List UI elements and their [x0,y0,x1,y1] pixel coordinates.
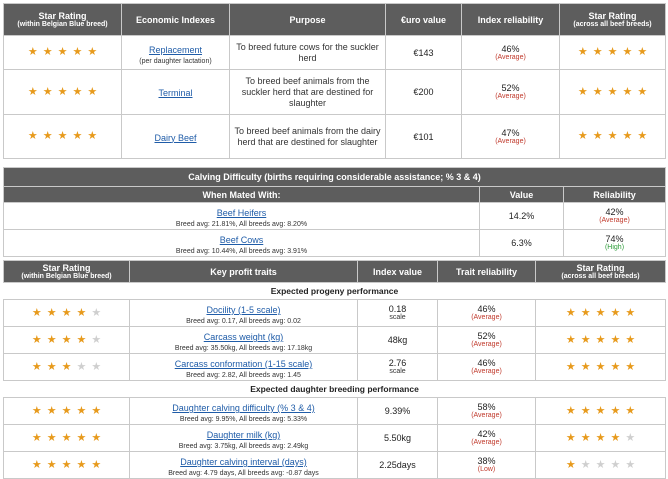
unit-text: scale [389,314,406,321]
header-key-profit-traits: Key profit traits [130,261,358,283]
table-row [4,327,666,354]
reliability-cell: 42% (Average) [564,203,666,230]
star-empty-icon: ★ [91,333,102,346]
trait-link-carcass-weight-kg[interactable]: Carcass weight (kg) [203,332,284,342]
star-icon: ★ [595,306,606,319]
economic-indexes-table [3,3,666,159]
reliability-cell: 52% (Average) [438,327,536,354]
stars [536,335,665,346]
star-icon: ★ [565,306,576,319]
index-value-cell: 0.18 scale [358,300,438,327]
star-rating-left [4,36,122,70]
star-icon: ★ [565,360,576,373]
star-icon: ★ [565,333,576,346]
star-icon: ★ [580,360,591,373]
index-value-cell: 5.50kg [358,425,438,452]
star-rating-left [4,70,122,115]
star-icon: ★ [87,85,98,98]
star-rating-left [4,300,130,327]
trait-link-docility-1-5-scale[interactable]: Docility (1-5 scale) [206,305,281,315]
table-row [4,398,666,425]
euro-value: €143 [386,36,462,70]
value-cell: 14.2% [480,203,564,230]
stars [536,362,665,373]
star-icon: ★ [46,404,57,417]
star-icon: ★ [46,360,57,373]
trait-link-beef-heifers[interactable]: Beef Heifers [216,208,267,218]
table-row [4,70,666,115]
index-value-cell: 48kg [358,327,438,354]
star-icon: ★ [42,130,53,142]
avg-text: Breed avg: 10.44%, All breeds avg: 3.91% [175,248,308,255]
reliability-cell: 58% (Average) [438,398,536,425]
index-link-replacement[interactable]: Replacement [148,44,203,55]
star-icon: ★ [27,46,38,58]
index-link-dairy-beef[interactable]: Dairy Beef [154,132,197,143]
stars [4,47,121,58]
stars [536,460,665,471]
star-icon: ★ [625,333,636,346]
star-icon: ★ [91,431,102,444]
star-icon: ★ [61,306,72,319]
star-rating-left [4,327,130,354]
star-rating-right [536,327,666,354]
star-icon: ★ [76,306,87,319]
index-link-terminal[interactable]: Terminal [158,88,193,98]
stars [536,308,665,319]
avg-text: Breed avg: 2.82, All breeds avg: 1.45 [186,372,301,379]
star-icon: ★ [57,130,68,142]
star-icon: ★ [61,458,72,471]
avg-text: Breed avg: 35.50kg, All breeds avg: 17.18kg [174,345,313,352]
star-icon: ★ [76,431,87,444]
header-star-rating-left: Star Rating (within Belgian Blue breed) [4,261,130,283]
star-icon: ★ [61,404,72,417]
header-value: Value [480,187,564,203]
star-icon: ★ [91,458,102,471]
header-reliability: Reliability [564,187,666,203]
star-icon: ★ [592,46,603,58]
star-icon: ★ [625,404,636,417]
star-icon: ★ [46,458,57,471]
stars [4,335,129,346]
stars [560,131,665,142]
value-cell: 6.3% [480,230,564,257]
star-icon: ★ [580,306,591,319]
star-icon: ★ [76,333,87,346]
header-euro-value: €uro value [386,4,462,36]
header-economic-indexes: Economic Indexes [122,4,230,36]
avg-text: Breed avg: 9.95%, All breeds avg: 5.33% [179,416,308,423]
star-icon: ★ [61,431,72,444]
daughter-section-title: Expected daughter breeding performance [4,381,666,398]
calving-header-row [4,187,666,203]
star-icon: ★ [622,130,633,142]
reliability-cell: 74% (High) [564,230,666,257]
star-icon: ★ [595,333,606,346]
star-empty-icon: ★ [625,431,636,444]
star-icon: ★ [607,85,618,98]
star-rating-right [536,300,666,327]
star-icon: ★ [580,404,591,417]
trait-link-daughter-milk-kg[interactable]: Daughter milk (kg) [206,430,281,440]
star-icon: ★ [577,130,588,142]
star-icon: ★ [31,333,42,346]
star-rating-right [536,354,666,381]
star-icon: ★ [580,431,591,444]
table-row [4,354,666,381]
economic-indexes-block [3,3,665,159]
stars [4,87,121,98]
star-icon: ★ [61,333,72,346]
trait-link-daughter-calving-difficulty-3-4[interactable]: Daughter calving difficulty (% 3 & 4) [172,403,315,413]
stars [4,362,129,373]
star-icon: ★ [31,404,42,417]
profit-traits-table [3,260,666,479]
reliability-cell: 46% (Average) [462,36,560,70]
star-icon: ★ [91,404,102,417]
star-icon: ★ [622,85,633,98]
star-icon: ★ [72,85,83,98]
star-icon: ★ [31,306,42,319]
star-rating-right [536,425,666,452]
header-index-reliability: Index reliability [462,4,560,36]
reliability-cell: 42% (Average) [438,425,536,452]
avg-text: Breed avg: 3.75kg, All breeds avg: 2.49kg [178,443,309,450]
economic-header-row [4,4,666,36]
star-icon: ★ [565,458,576,471]
star-rating-right [560,115,666,159]
star-icon: ★ [42,46,53,58]
progeny-section-title: Expected progeny performance [4,283,666,300]
star-icon: ★ [610,306,621,319]
header-star-rating-right: Star Rating (across all beef breeds) [560,4,666,36]
star-icon: ★ [72,130,83,142]
star-rating-right [560,70,666,115]
table-row [4,452,666,479]
star-icon: ★ [87,46,98,58]
index-value-cell: 2.76 scale [358,354,438,381]
stars [536,433,665,444]
euro-value: €101 [386,115,462,159]
star-icon: ★ [637,46,648,58]
table-row [4,425,666,452]
reliability-cell: 47% (Average) [462,115,560,159]
star-icon: ★ [595,360,606,373]
star-rating-right [560,36,666,70]
star-icon: ★ [31,431,42,444]
star-icon: ★ [610,333,621,346]
star-icon: ★ [595,431,606,444]
star-icon: ★ [46,306,57,319]
star-icon: ★ [565,431,576,444]
star-icon: ★ [607,130,618,142]
header-index-value: Index value [358,261,438,283]
star-rating-left [4,452,130,479]
purpose-text: To breed beef animals from the dairy herd that are destined for slaughter [230,115,386,159]
avg-text: Breed avg: 4.79 days, All breeds avg: -0.87 days [168,470,319,477]
profit-traits-block [3,260,665,479]
stars [536,406,665,417]
purpose-text: To breed future cows for the suckler herd [230,36,386,70]
star-icon: ★ [580,333,591,346]
star-icon: ★ [625,360,636,373]
star-rating-left [4,354,130,381]
reliability-cell: 46% (Average) [438,354,536,381]
star-empty-icon: ★ [610,458,621,471]
star-empty-icon: ★ [580,458,591,471]
star-icon: ★ [610,404,621,417]
star-empty-icon: ★ [76,360,87,373]
stars [4,406,129,417]
star-icon: ★ [46,431,57,444]
profit-header-row [4,261,666,283]
header-when-mated: When Mated With: [4,187,480,203]
star-icon: ★ [577,46,588,58]
star-icon: ★ [592,130,603,142]
header-star-rating-left: Star Rating (within Belgian Blue breed) [4,4,122,36]
star-icon: ★ [46,333,57,346]
calving-difficulty-block [3,167,665,257]
star-icon: ★ [76,458,87,471]
avg-text: Breed avg: 0.17, All breeds avg: 0.02 [186,318,301,325]
index-sub-label: (per daughter lactation) [139,57,212,65]
star-empty-icon: ★ [595,458,606,471]
star-icon: ★ [31,360,42,373]
star-rating-left [4,398,130,425]
star-icon: ★ [577,85,588,98]
trait-link-daughter-calving-interval-days[interactable]: Daughter calving interval (days) [180,457,307,467]
star-icon: ★ [61,360,72,373]
star-icon: ★ [27,130,38,142]
header-purpose: Purpose [230,4,386,36]
index-value-cell: 9.39% [358,398,438,425]
stars [4,131,121,142]
table-row [4,36,666,70]
star-icon: ★ [637,130,648,142]
star-empty-icon: ★ [91,360,102,373]
star-icon: ★ [622,46,633,58]
purpose-text: To breed beef animals from the suckler herd that are destined for slaughter [230,70,386,115]
star-icon: ★ [87,130,98,142]
star-icon: ★ [76,404,87,417]
table-row [4,115,666,159]
header-trait-reliability: Trait reliability [438,261,536,283]
calving-title: Calving Difficulty (births requiring considerable assistance; % 3 & 4) [4,168,666,187]
header-star-rating-right: Star Rating (across all beef breeds) [536,261,666,283]
star-icon: ★ [565,404,576,417]
reliability-cell: 38% (Low) [438,452,536,479]
star-icon: ★ [595,404,606,417]
star-icon: ★ [27,85,38,98]
stars [560,87,665,98]
table-row [4,300,666,327]
star-icon: ★ [610,360,621,373]
star-icon: ★ [72,46,83,58]
table-row [4,230,666,257]
star-icon: ★ [610,431,621,444]
star-icon: ★ [637,85,648,98]
star-icon: ★ [57,85,68,98]
star-icon: ★ [592,85,603,98]
star-empty-icon: ★ [91,306,102,319]
star-icon: ★ [625,306,636,319]
reliability-cell: 52% (Average) [462,70,560,115]
star-rating-right [536,398,666,425]
trait-link-carcass-conformation-1-15-scale[interactable]: Carcass conformation (1-15 scale) [174,359,313,369]
star-rating-right [536,452,666,479]
euro-value: €200 [386,70,462,115]
table-row [4,203,666,230]
avg-text: Breed avg: 21.81%, All breeds avg: 8.20% [175,221,308,228]
unit-text: scale [389,368,406,375]
stars [560,47,665,58]
index-value-cell: 2.25days [358,452,438,479]
stars [4,433,129,444]
star-empty-icon: ★ [625,458,636,471]
reliability-cell: 46% (Average) [438,300,536,327]
stars [4,308,129,319]
star-icon: ★ [57,46,68,58]
star-icon: ★ [607,46,618,58]
star-icon: ★ [31,458,42,471]
star-rating-left [4,425,130,452]
star-rating-left [4,115,122,159]
stars [4,460,129,471]
calving-difficulty-table [3,167,666,257]
star-icon: ★ [42,85,53,98]
trait-link-beef-cows[interactable]: Beef Cows [219,235,264,245]
